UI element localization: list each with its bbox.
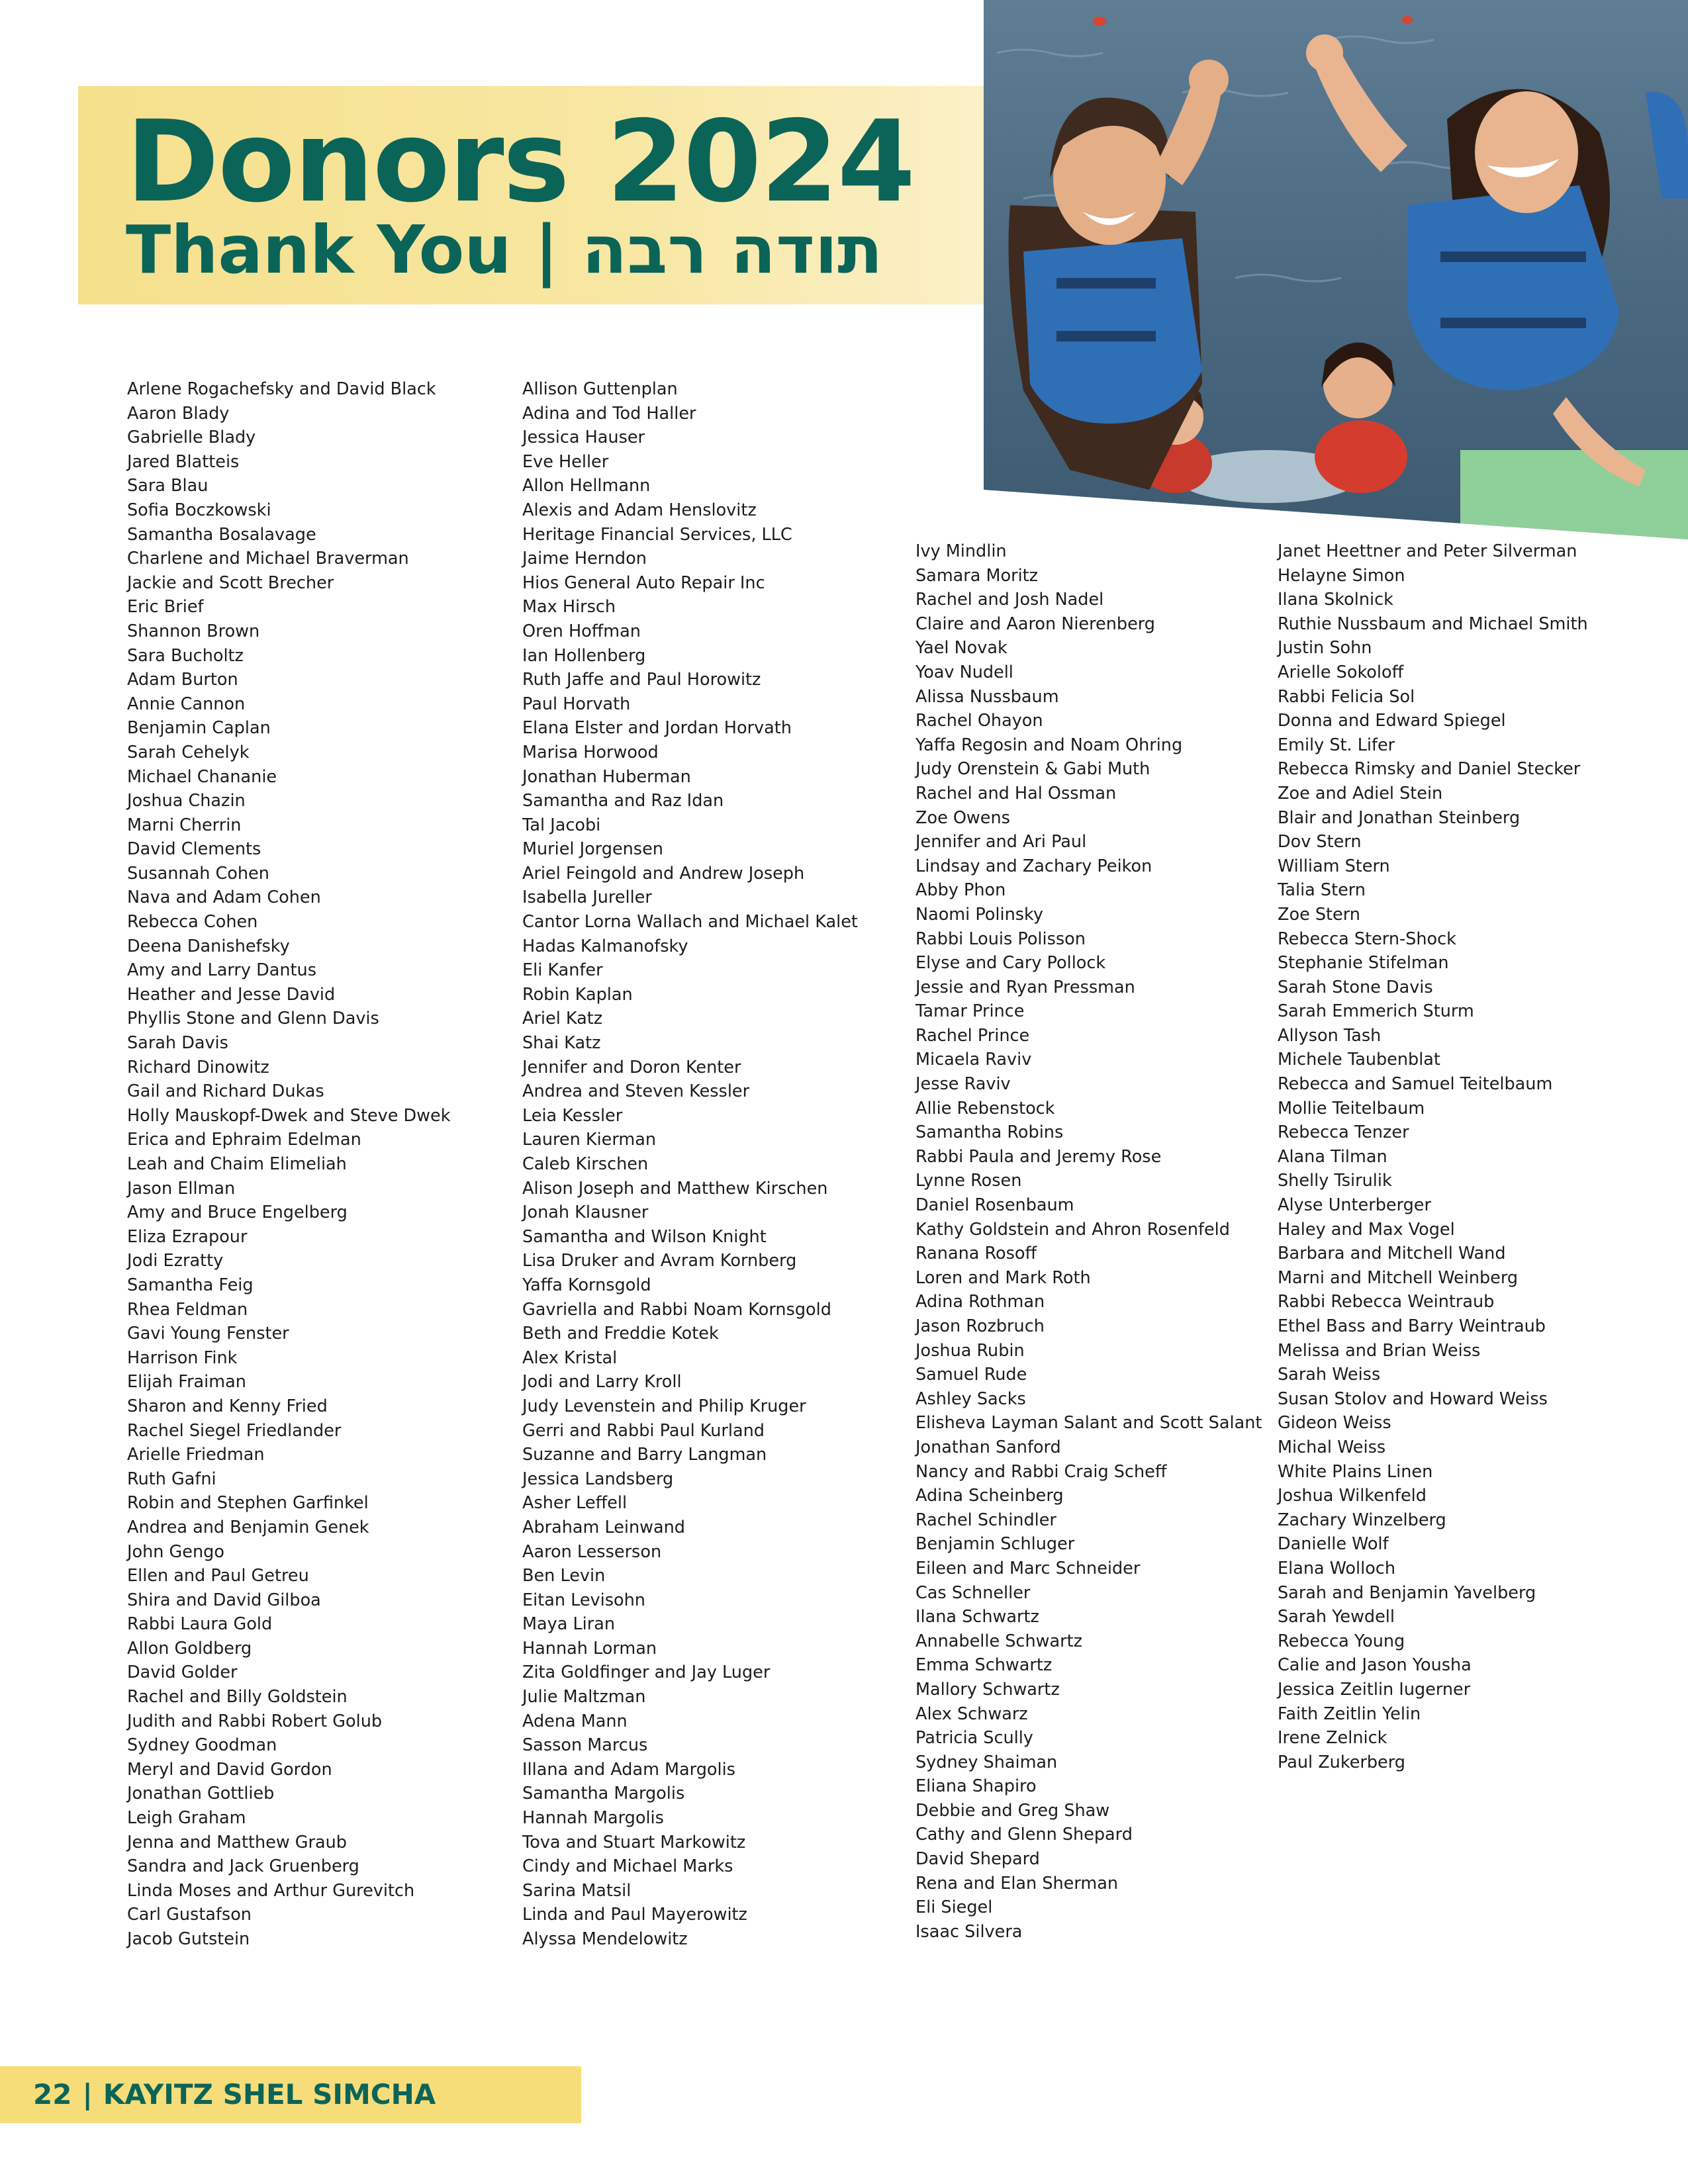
donor-name: Melissa and Brian Weiss xyxy=(1278,1340,1481,1361)
donor-name: Sasson Marcus xyxy=(522,1735,648,1756)
donor-name: Jenna and Matthew Graub xyxy=(127,1832,347,1852)
donor-name: Aaron Blady xyxy=(127,403,230,424)
donor-name: Adena Mann xyxy=(522,1711,628,1731)
donor-name: Deena Danishefsky xyxy=(127,936,290,956)
subtitle-english: Thank You | xyxy=(126,211,559,289)
donor-name: Allison Guttenplan xyxy=(522,379,678,399)
donor-name: Yoav Nudell xyxy=(915,662,1013,682)
donor-name: Rabbi Rebecca Weintraub xyxy=(1278,1292,1495,1312)
donor-name: Muriel Jorgensen xyxy=(522,839,663,860)
donor-name: Gavriella and Rabbi Noam Kornsgold xyxy=(522,1299,831,1320)
donor-name: Rhea Feldman xyxy=(127,1299,248,1320)
donor-name: Emily St. Lifer xyxy=(1278,735,1395,755)
donor-name: Samantha Bosalavage xyxy=(127,524,316,545)
donor-name: Gail and Richard Dukas xyxy=(127,1081,324,1102)
donor-name: Claire and Aaron Nierenberg xyxy=(915,614,1155,634)
donor-name: Isaac Silvera xyxy=(915,1921,1023,1942)
donor-name: Leah and Chaim Elimeliah xyxy=(127,1154,347,1174)
donor-name: John Gengo xyxy=(127,1541,224,1562)
donor-name: Samuel Rude xyxy=(915,1365,1027,1385)
donor-name: Rachel and Hal Ossman xyxy=(915,783,1117,803)
donor-name: Richard Dinowitz xyxy=(127,1057,269,1077)
donor-column-1 xyxy=(127,377,450,1952)
donor-name: Hadas Kalmanofsky xyxy=(522,936,688,956)
donor-name: Eli Siegel xyxy=(915,1897,993,1918)
donor-name: Gideon Weiss xyxy=(1278,1413,1391,1433)
donor-name: Sarina Matsil xyxy=(522,1880,632,1901)
subtitle-hebrew: תודה רבה xyxy=(581,211,883,289)
donor-name: Cindy and Michael Marks xyxy=(522,1856,733,1877)
donor-name: Ariel Feingold and Andrew Joseph xyxy=(522,863,805,884)
donor-name: Asher Leffell xyxy=(522,1493,628,1514)
donor-name: Samantha Robins xyxy=(915,1122,1064,1143)
donor-name: Holly Mauskopf-Dwek and Steve Dwek xyxy=(127,1105,451,1126)
donor-name: Tal Jacobi xyxy=(522,815,601,835)
donor-name: Yaffa Kornsgold xyxy=(522,1275,651,1295)
donor-name: Justin Sohn xyxy=(1278,638,1372,659)
donor-name: Samantha Margolis xyxy=(522,1784,685,1804)
donor-name: Ellen and Paul Getreu xyxy=(127,1566,309,1586)
donor-name: Ilana Skolnick xyxy=(1278,590,1393,610)
donor-name: Cantor Lorna Wallach and Michael Kalet xyxy=(522,912,858,933)
donor-name: Shira and David Gilboa xyxy=(127,1590,321,1610)
donor-name: Samantha Feig xyxy=(127,1275,254,1295)
donor-column-3 xyxy=(915,539,1262,1944)
donor-name: Erica and Ephraim Edelman xyxy=(127,1130,361,1150)
donor-name: Ivy Mindlin xyxy=(915,541,1007,561)
donor-name: Eliana Shapiro xyxy=(915,1776,1037,1797)
donor-name: Jesse Raviv xyxy=(915,1074,1011,1095)
donor-name: Joshua Chazin xyxy=(127,791,246,811)
donor-name: Robin and Stephen Garfinkel xyxy=(127,1493,369,1514)
donor-name: Amy and Larry Dantus xyxy=(127,960,316,981)
donor-name: Arielle Sokoloff xyxy=(1278,662,1404,682)
footer xyxy=(33,2066,436,2123)
donor-name: Daniel Rosenbaum xyxy=(915,1195,1074,1216)
donor-name: Alex Schwarz xyxy=(915,1704,1028,1724)
donor-name: Sara Bucholtz xyxy=(127,645,244,666)
donor-name: Ian Hollenberg xyxy=(522,645,646,666)
donor-name: Andrea and Steven Kessler xyxy=(522,1081,750,1102)
donor-name: Jennifer and Doron Kenter xyxy=(522,1057,741,1077)
donor-name: Rebecca Tenzer xyxy=(1278,1122,1409,1143)
donor-name: Samara Moritz xyxy=(915,565,1039,586)
donor-name: Samantha and Raz Idan xyxy=(522,791,724,811)
donor-name: Heritage Financial Services, LLC xyxy=(522,524,792,545)
donor-name: Adina and Tod Haller xyxy=(522,403,696,424)
donor-name: Zoe Owens xyxy=(915,807,1010,828)
donor-name: Joshua Wilkenfeld xyxy=(1278,1486,1427,1506)
page-number: 22 xyxy=(33,2078,72,2111)
donor-name: Alison Joseph and Matthew Kirschen xyxy=(522,1178,828,1199)
donor-name: Barbara and Mitchell Wand xyxy=(1278,1244,1506,1264)
donor-name: Ben Levin xyxy=(522,1566,606,1586)
donor-name: Maya Liran xyxy=(522,1614,616,1635)
footer-separator: | xyxy=(82,2078,93,2111)
donor-name: Ruth Gafni xyxy=(127,1469,216,1489)
donor-name: Suzanne and Barry Langman xyxy=(522,1445,767,1465)
donor-name: Joshua Rubin xyxy=(915,1340,1025,1361)
donor-name: Susannah Cohen xyxy=(127,863,269,884)
donor-name: Marni Cherrin xyxy=(127,815,242,835)
donor-name: Annabelle Schwartz xyxy=(915,1631,1082,1651)
donor-name: Jackie and Scott Brecher xyxy=(127,572,334,593)
donor-name: Tova and Stuart Markowitz xyxy=(522,1832,746,1852)
donor-name: Ashley Sacks xyxy=(915,1388,1026,1409)
donor-name: Ilana Schwartz xyxy=(915,1607,1039,1627)
donor-name: Donna and Edward Spiegel xyxy=(1278,711,1506,731)
donor-name: Rachel Prince xyxy=(915,1025,1030,1046)
donor-name: Judith and Rabbi Robert Golub xyxy=(127,1711,383,1731)
donor-name: Eric Brief xyxy=(127,597,204,617)
donor-name: Adina Scheinberg xyxy=(915,1486,1064,1506)
donor-name: Gabrielle Blady xyxy=(127,428,256,448)
donor-name: Danielle Wolf xyxy=(1278,1534,1389,1555)
donor-name: Alyse Unterberger xyxy=(1278,1195,1431,1216)
donor-name: Ranana Rosoff xyxy=(915,1244,1037,1264)
donor-name: Tamar Prince xyxy=(915,1001,1025,1022)
donor-name: Alexis and Adam Henslovitz xyxy=(522,500,757,520)
donor-name: Nancy and Rabbi Craig Scheff xyxy=(915,1461,1167,1482)
donor-name: Allon Hellmann xyxy=(522,476,651,496)
donor-name: Elisheva Layman Salant and Scott Salant xyxy=(915,1413,1262,1433)
donor-name: Michal Weiss xyxy=(1278,1437,1386,1457)
donor-name: Carl Gustafson xyxy=(127,1905,252,1925)
publication-name: KAYITZ SHEL SIMCHA xyxy=(103,2078,436,2111)
donor-name: Talia Stern xyxy=(1278,880,1366,901)
page-subtitle xyxy=(126,210,883,290)
donor-name: Sydney Goodman xyxy=(127,1735,277,1756)
donor-name: Dov Stern xyxy=(1278,832,1362,852)
donor-name: Judy Orenstein & Gabi Muth xyxy=(915,759,1150,780)
donor-name: Gavi Young Fenster xyxy=(127,1324,289,1344)
donor-name: Jessie and Ryan Pressman xyxy=(915,977,1135,997)
donor-name: Alana Tilman xyxy=(1278,1146,1387,1167)
donor-name: Lauren Kierman xyxy=(522,1130,657,1150)
page-title: Donors 2024 xyxy=(126,97,915,228)
donor-name: Lynne Rosen xyxy=(915,1171,1022,1191)
donor-name: Rebecca Rimsky and Daniel Stecker xyxy=(1278,759,1581,780)
donor-name: Arlene Rogachefsky and David Black xyxy=(127,379,436,399)
donor-name: Aaron Lesserson xyxy=(522,1541,662,1562)
donor-name: Sarah Cehelyk xyxy=(127,742,250,762)
donor-name: Andrea and Benjamin Genek xyxy=(127,1517,369,1537)
donor-name: Caleb Kirschen xyxy=(522,1154,649,1174)
donor-name: Rabbi Paula and Jeremy Rose xyxy=(915,1146,1162,1167)
donor-name: Samantha and Wilson Knight xyxy=(522,1226,767,1247)
donor-name: Alissa Nussbaum xyxy=(915,686,1059,707)
donor-name: Eliza Ezrapour xyxy=(127,1226,248,1247)
donor-name: Michele Taubenblat xyxy=(1278,1050,1440,1070)
donor-name: Nava and Adam Cohen xyxy=(127,887,321,908)
donor-name: Amy and Bruce Engelberg xyxy=(127,1203,348,1223)
donor-name: Allie Rebenstock xyxy=(915,1098,1055,1118)
donor-name: Susan Stolov and Howard Weiss xyxy=(1278,1388,1548,1409)
donor-name: Abby Phon xyxy=(915,880,1006,901)
donor-name: Elyse and Cary Pollock xyxy=(915,953,1106,974)
donor-name: Linda Moses and Arthur Gurevitch xyxy=(127,1880,415,1901)
donor-name: Jacob Gutstein xyxy=(127,1929,250,1949)
donor-name: Haley and Max Vogel xyxy=(1278,1219,1455,1240)
donor-name: Rabbi Louis Polisson xyxy=(915,929,1086,949)
donor-name: Eve Heller xyxy=(522,451,609,472)
donor-name: Robin Kaplan xyxy=(522,984,633,1005)
donor-name: Jaime Herndon xyxy=(522,549,647,569)
donor-name: Jonathan Huberman xyxy=(522,766,691,787)
donor-name: Harrison Fink xyxy=(127,1347,238,1368)
donor-name: Max Hirsch xyxy=(522,597,616,617)
donor-name: Phyllis Stone and Glenn Davis xyxy=(127,1009,379,1029)
donor-name: William Stern xyxy=(1278,856,1390,876)
donor-name: Jonathan Sanford xyxy=(915,1437,1061,1457)
donor-name: Rebecca Cohen xyxy=(127,912,258,933)
donor-name: Ethel Bass and Barry Weintraub xyxy=(1278,1316,1546,1336)
donor-name: Rachel and Billy Goldstein xyxy=(127,1687,348,1707)
donor-name: Sofia Boczkowski xyxy=(127,500,271,520)
donor-name: Isabella Jureller xyxy=(522,887,652,908)
donor-name: Sarah Weiss xyxy=(1278,1365,1381,1385)
donor-name: Hannah Margolis xyxy=(522,1808,664,1829)
donor-name: Allyson Tash xyxy=(1278,1025,1382,1046)
donor-name: Jessica Landsberg xyxy=(522,1469,674,1489)
donor-name: Elana Elster and Jordan Horvath xyxy=(522,718,792,739)
donor-name: Linda and Paul Mayerowitz xyxy=(522,1905,747,1925)
donor-name: Kathy Goldstein and Ahron Rosenfeld xyxy=(915,1219,1230,1240)
donor-name: Debbie and Greg Shaw xyxy=(915,1800,1110,1821)
donor-name: Alex Kristal xyxy=(522,1347,618,1368)
donor-name: Sarah and Benjamin Yavelberg xyxy=(1278,1582,1536,1603)
donor-name: Charlene and Michael Braverman xyxy=(127,549,409,569)
donor-name: Rena and Elan Sherman xyxy=(915,1873,1119,1893)
donor-name: Rebecca Young xyxy=(1278,1631,1405,1651)
donor-name: Jodi and Larry Kroll xyxy=(522,1372,682,1392)
donor-name: Jennifer and Ari Paul xyxy=(915,832,1087,852)
donor-name: Illana and Adam Margolis xyxy=(522,1759,735,1780)
donor-name: David Shepard xyxy=(915,1849,1040,1870)
donor-name: Elana Wolloch xyxy=(1278,1558,1395,1578)
donor-name: Gerri and Rabbi Paul Kurland xyxy=(522,1420,765,1441)
donor-name: Emma Schwartz xyxy=(915,1655,1053,1676)
donor-name: Janet Heettner and Peter Silverman xyxy=(1278,541,1577,561)
donor-name: Marni and Mitchell Weinberg xyxy=(1278,1267,1519,1288)
donor-name: Jared Blatteis xyxy=(127,451,240,472)
donor-name: Lisa Druker and Avram Kornberg xyxy=(522,1251,797,1271)
donor-name: Marisa Horwood xyxy=(522,742,659,762)
donor-name: Meryl and David Gordon xyxy=(127,1759,332,1780)
donor-name: Sarah Davis xyxy=(127,1033,228,1054)
donor-name: Rachel Siegel Friedlander xyxy=(127,1420,342,1441)
donor-name: David Clements xyxy=(127,839,261,860)
donor-name: Paul Zukerberg xyxy=(1278,1752,1405,1772)
donor-name: Michael Chananie xyxy=(127,766,277,787)
donor-name: Faith Zeitlin Yelin xyxy=(1278,1704,1421,1724)
donor-name: Sharon and Kenny Fried xyxy=(127,1396,328,1416)
donor-name: Eli Kanfer xyxy=(522,960,603,981)
donor-name: David Golder xyxy=(127,1662,238,1683)
donor-name: Hannah Lorman xyxy=(522,1638,657,1659)
donor-name: Shelly Tsirulik xyxy=(1278,1171,1392,1191)
donor-name: Hios General Auto Repair Inc xyxy=(522,572,765,593)
donor-name: Jason Ellman xyxy=(127,1178,236,1199)
donor-name: Patricia Scully xyxy=(915,1728,1033,1749)
donor-name: Irene Zelnick xyxy=(1278,1728,1387,1749)
donor-name: Naomi Polinsky xyxy=(915,904,1043,925)
donor-name: Cathy and Glenn Shepard xyxy=(915,1825,1133,1845)
donor-name: Eitan Levisohn xyxy=(522,1590,645,1610)
donor-name: Zachary Winzelberg xyxy=(1278,1510,1446,1530)
donor-name: Jonathan Gottlieb xyxy=(127,1784,275,1804)
donor-name: Leigh Graham xyxy=(127,1808,246,1829)
donor-name: Yael Novak xyxy=(915,638,1008,659)
donor-name: Oren Hoffman xyxy=(522,621,641,641)
donor-name: Rachel and Josh Nadel xyxy=(915,590,1104,610)
donor-name: Paul Horvath xyxy=(522,694,631,714)
donor-name: Shai Katz xyxy=(522,1033,601,1054)
donor-name: Sarah Yewdell xyxy=(1278,1607,1395,1627)
donor-name: Yaffa Regosin and Noam Ohring xyxy=(915,735,1183,755)
donor-name: Stephanie Stifelman xyxy=(1278,953,1449,974)
donor-name: Rabbi Laura Gold xyxy=(127,1614,273,1635)
donor-name: Cas Schneller xyxy=(915,1582,1031,1603)
donor-name: Beth and Freddie Kotek xyxy=(522,1324,719,1344)
donor-name: Jessica Hauser xyxy=(522,428,645,448)
donor-name: Shannon Brown xyxy=(127,621,260,641)
donor-name: Ruth Jaffe and Paul Horowitz xyxy=(522,670,761,690)
donor-name: Sarah Stone Davis xyxy=(1278,977,1433,997)
donor-name: Helayne Simon xyxy=(1278,565,1405,586)
donor-name: Adam Burton xyxy=(127,670,238,690)
donor-name: Benjamin Caplan xyxy=(127,718,271,739)
donor-name: Sarah Emmerich Sturm xyxy=(1278,1001,1474,1022)
donor-name: Rabbi Felicia Sol xyxy=(1278,686,1415,707)
donor-name: Annie Cannon xyxy=(127,694,246,714)
camp-photo xyxy=(984,0,1688,539)
donor-column-2 xyxy=(522,377,858,1952)
donor-name: Benjamin Schluger xyxy=(915,1534,1075,1555)
donor-name: Zoe and Adiel Stein xyxy=(1278,783,1443,803)
donor-name: Julie Maltzman xyxy=(522,1687,646,1707)
donor-name: Loren and Mark Roth xyxy=(915,1267,1091,1288)
donor-name: Jonah Klausner xyxy=(522,1203,649,1223)
donor-name: Judy Levenstein and Philip Kruger xyxy=(522,1396,806,1416)
donor-name: Sandra and Jack Gruenberg xyxy=(127,1856,359,1877)
donor-name: Ariel Katz xyxy=(522,1009,603,1029)
donor-name: Sara Blau xyxy=(127,476,209,496)
donor-name: Calie and Jason Yousha xyxy=(1278,1655,1472,1676)
donor-name: Jodi Ezratty xyxy=(127,1251,224,1271)
donor-name: Rachel Ohayon xyxy=(915,711,1043,731)
donor-name: Rebecca Stern-Shock xyxy=(1278,929,1456,949)
donor-column-4 xyxy=(1278,539,1588,1774)
donor-name: Leia Kessler xyxy=(522,1105,623,1126)
donor-name: Lindsay and Zachary Peikon xyxy=(915,856,1152,876)
donor-name: Blair and Jonathan Steinberg xyxy=(1278,807,1521,828)
donor-name: Eileen and Marc Schneider xyxy=(915,1558,1141,1578)
donor-name: Rachel Schindler xyxy=(915,1510,1056,1530)
donor-name: Mollie Teitelbaum xyxy=(1278,1098,1425,1118)
donor-name: Jason Rozbruch xyxy=(915,1316,1045,1336)
donor-name: Allon Goldberg xyxy=(127,1638,252,1659)
donor-name: Adina Rothman xyxy=(915,1292,1045,1312)
donor-name: Alyssa Mendelowitz xyxy=(522,1929,688,1949)
donor-name: Ruthie Nussbaum and Michael Smith xyxy=(1278,614,1588,634)
donor-name: Mallory Schwartz xyxy=(915,1679,1060,1700)
donor-name: Zita Goldfinger and Jay Luger xyxy=(522,1662,771,1683)
donor-name: Heather and Jesse David xyxy=(127,984,336,1005)
donor-name: Jessica Zeitlin Iugerner xyxy=(1278,1679,1471,1700)
donor-name: Rebecca and Samuel Teitelbaum xyxy=(1278,1074,1553,1095)
donor-name: Micaela Raviv xyxy=(915,1050,1032,1070)
donor-name: Abraham Leinwand xyxy=(522,1517,685,1537)
donor-name: Elijah Fraiman xyxy=(127,1372,246,1392)
donor-name: Zoe Stern xyxy=(1278,904,1360,925)
donor-name: White Plains Linen xyxy=(1278,1461,1433,1482)
donor-name: Arielle Friedman xyxy=(127,1445,265,1465)
donor-name: Sydney Shaiman xyxy=(915,1752,1058,1772)
